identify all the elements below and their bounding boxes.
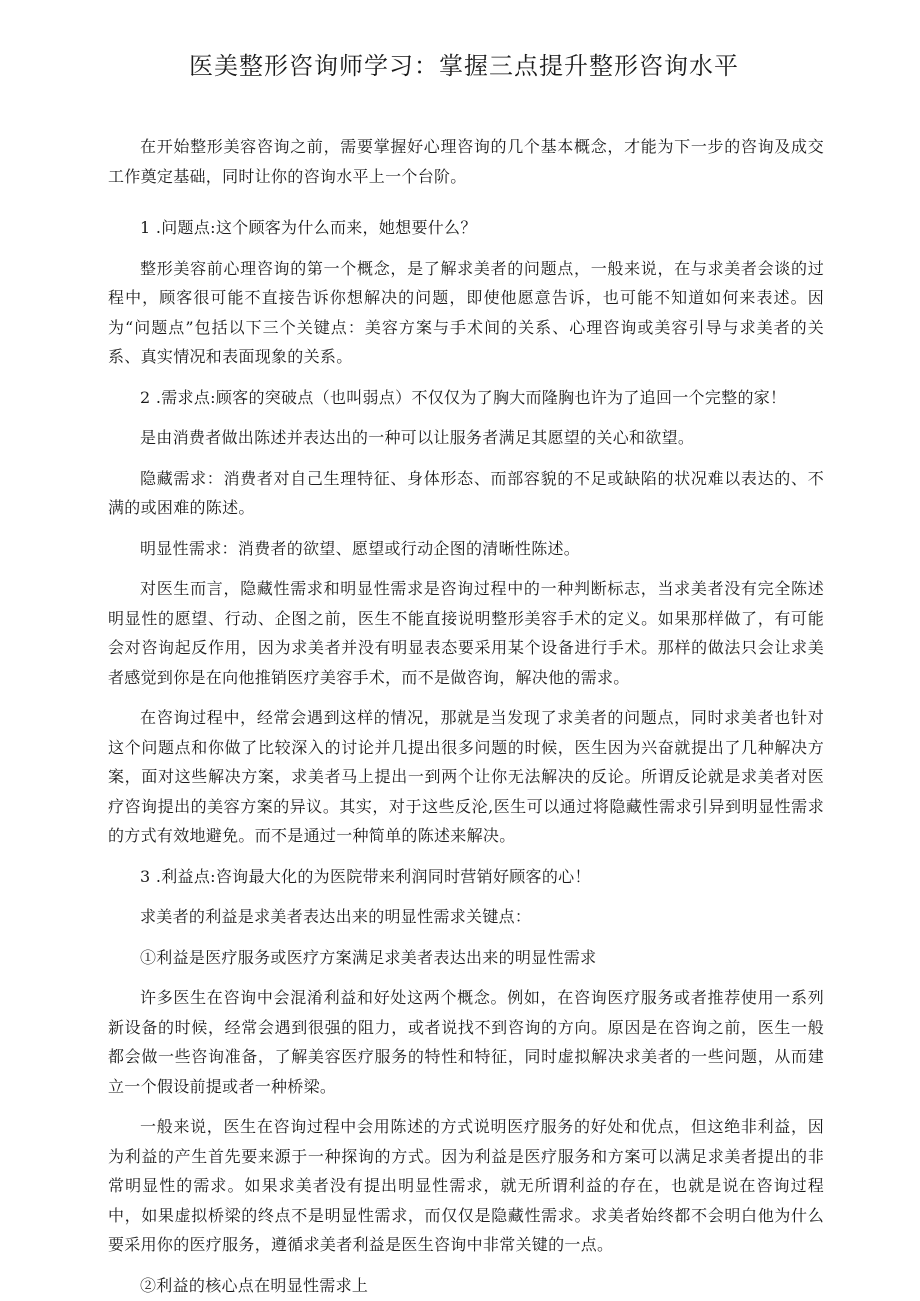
paragraph-intro: 在开始整形美容咨询之前，需要掌握好心理咨询的几个基本概念，才能为下一步的咨询及成交工作奠定基础，同时让你的咨询水平上一个台阶。 [108,137,824,186]
list-item-benefit-2: ②利益的核心点在明显性需求上 [140,1275,369,1295]
paragraph: 整形美容前心理咨询的第一个概念，是了解求美者的问题点，一般来说，在与求美者会谈的过程中，顾客很可能不直接告诉你想解决的问题，即使他愿意告诉，也可能不知道如何来表述。因为“问题点”包括以下三个关键点：美容方案与手术间的关系、心理咨询或美容引导与求美者的关系、真实情况和表面现象的关系。 [108,258,824,366]
paragraph: 一般来说，医生在咨询过程中会用陈述的方式说明医疗服务的好处和优点，但这绝非利益，因为利益的产生首先要来源于一种探询的方式。因为利益是医疗服务和方案可以满足求美者提出的非常明显性的需求。如果求美者没有提出明显性需求，就无所谓利益的存在，也就是说在咨询过程中，如果虚拟桥梁的终点不是明显性需求，而仅仅是隐藏性需求。求美者始终都不会明白他为什么要采用你的医疗服务，遵循求美者利益是医生咨询中非常关键的一点。 [108,1117,824,1254]
paragraph: 是由消费者做出陈述并表达出的一种可以让服务者满足其愿望的关心和欲望。 [140,428,695,447]
paragraph: 许多医生在咨询中会混淆利益和好处这两个概念。例如，在咨询医疗服务或者推荐使用一系列新设备的时候，经常会遇到很强的阻力，或者说找不到咨询的方向。原因是在咨询之前，医生一般都会做一些咨询准备，了解美容医疗服务的特性和特征，同时虚拟解决求美者的一些问题，从而建立一个假设前提或者一种桥梁。 [108,988,824,1096]
paragraph: 在咨询过程中，经常会遇到这样的情况，那就是当发现了求美者的问题点，同时求美者也针对这个问题点和你做了比较深入的讨论并几提出很多问题的时候，医生因为兴奋就提出了几种解决方案，面对这些解决方案，求美者马上提出一到两个让你无法解决的反论。所谓反论就是求美者对医疗咨询提出的美容方案的异议。其实，对于这些反沦,医生可以通过将隐藏性需求引异到明显性需求的方式有效地避免。而不是通过一种简单的陈述来解决。 [108,708,824,845]
paragraph: 求美者的利益是求美者表达出来的明显性需求关键点： [140,907,532,926]
paragraph: 隐藏需求：消费者对自己生理特征、身体形态、而部容貌的不足或缺陷的状况难以表达的、不满的或困难的陈述。 [108,468,824,517]
heading-benefit-point: 3 .利益点:咨询最大化的为医院带来利润同时营销好顾客的心！ [140,866,591,886]
paragraph: 明显性需求：消费者的欲望、愿望或行动企图的清晰性陈述。 [140,538,581,558]
heading-problem-point: 1 .问题点:这个顾客为什么而来，她想要什么？ [140,218,477,237]
heading-need-point: 2 .需求点:顾客的突破点（也叫弱点）不仅仅为了胸大而隆胸也许为了追回一个完整的家！ [140,387,787,407]
list-item-benefit-1: ①利益是医疗服务或医疗方案满足求美者表达出来的明显性需求 [140,947,597,967]
paragraph: 对医生而言，隐藏性需求和明显性需求是咨询过程中的一种判断标志，当求美者没有完全陈述明显性的愿望、行动、企图之前，医生不能直接说明整形美容手术的定义。如果那样做了，有可能会对咨询起反作用，因为求美者并没有明显表态要采用某个设备进行手术。那样的做法只会让求美者感觉到你是在向他推销医疗美容手术，而不是做咨询，解决他的需求。 [108,579,824,687]
document-title: 医美整形咨询师学习：掌握三点提升整形咨询水平 [189,52,739,80]
